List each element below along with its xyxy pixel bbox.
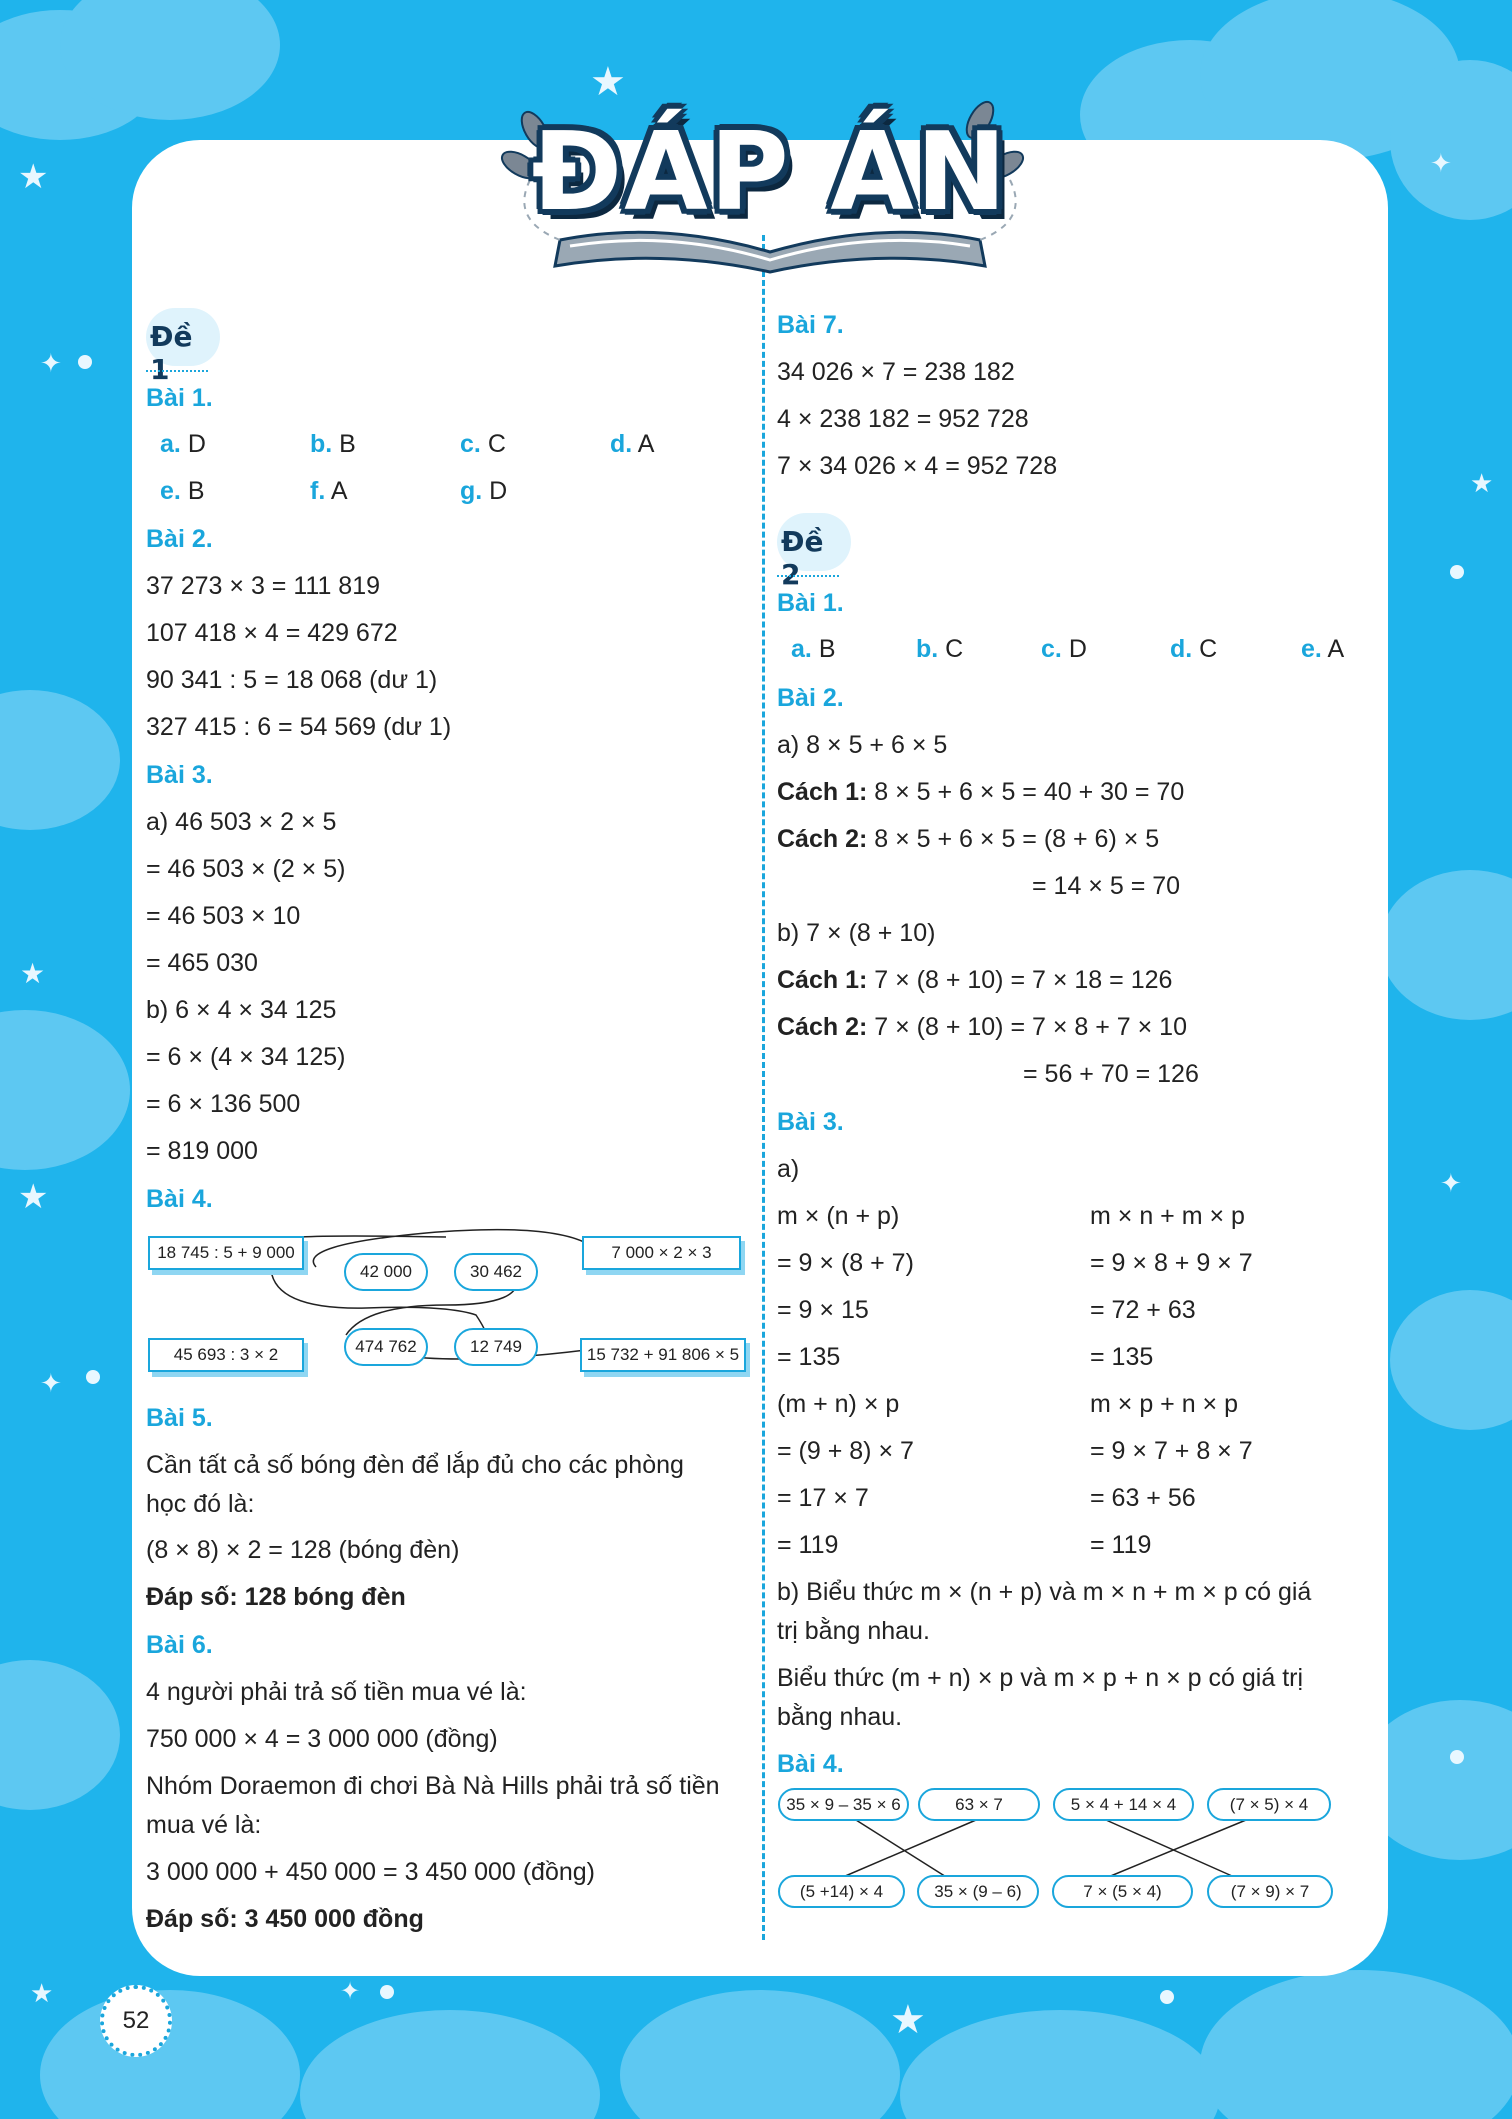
de1-bai5-label: Bài 5. [146,1404,213,1432]
expression-box: 18 745 : 5 + 9 000 [148,1236,304,1270]
method-line: Cách 2: 8 × 5 + 6 × 5 = (8 + 6) × 5 [777,825,1160,853]
math-line: = 6 × (4 × 34 125) [146,1043,346,1071]
de2-bai4-label: Bài 4. [777,1750,844,1778]
math-line: a) 46 503 × 2 × 5 [146,808,337,836]
math-line: a) 8 × 5 + 6 × 5 [777,731,948,759]
math-line: b) 6 × 4 × 34 125 [146,996,337,1024]
page-title: ĐÁP ÁN [531,110,1009,235]
math-line: = 46 503 × (2 × 5) [146,855,346,883]
math-line: = 119 [1090,1531,1152,1559]
math-line: 4 × 238 182 = 952 728 [777,405,1029,433]
de1-bai1-option: b. B [310,430,356,458]
math-line: = 63 + 56 [1090,1484,1196,1512]
de1-bai1-label: Bài 1. [146,384,213,412]
text-line: mua vé là: [146,1811,262,1839]
math-line: = 56 + 70 = 126 [1023,1060,1199,1088]
text-line: 4 người phải trả số tiền mua vé là: [146,1678,527,1706]
de2-bai1-option: c. D [1041,635,1087,663]
result-cloud: 42 000 [344,1253,428,1291]
math-line: a) [777,1155,800,1183]
de1-bai3-label: Bài 3. [146,761,213,789]
de2-bai2-label: Bài 2. [777,684,844,712]
connector-line [301,1236,446,1237]
math-line: = 465 030 [146,949,258,977]
de2-bai1-option: e. A [1301,635,1345,663]
math-line: m × (n + p) [777,1202,900,1230]
expression-box: 45 693 : 3 × 2 [148,1338,304,1372]
math-line: = 6 × 136 500 [146,1090,301,1118]
text-line: b) Biểu thức m × (n + p) và m × n + m × p có giá [777,1578,1312,1606]
math-line: = 135 [1090,1343,1154,1371]
de2-bai1-option: d. C [1170,635,1218,663]
expression-pill: 63 × 7 [918,1788,1040,1821]
expression-pill: 35 × 9 – 35 × 6 [778,1788,909,1821]
de2-bai1-option: a. B [791,635,836,663]
math-line: 327 415 : 6 = 54 569 (dư 1) [146,713,452,741]
text-line: trị bằng nhau. [777,1617,930,1645]
de1-badge [146,308,220,386]
math-line: = 14 × 5 = 70 [1032,872,1181,900]
math-line: m × n + m × p [1090,1202,1245,1230]
de2-label: Đề 2 [781,525,824,591]
math-line: = 9 × 15 [777,1296,869,1324]
de1-bai1-option: g. D [460,477,508,505]
math-line: = 819 000 [146,1137,258,1165]
title-banner [490,70,1050,290]
math-line: = 9 × (8 + 7) [777,1249,914,1277]
expression-pill: (7 × 9) × 7 [1207,1875,1333,1908]
result-cloud: 474 762 [344,1328,428,1366]
text-line: bằng nhau. [777,1703,903,1731]
math-line: 37 273 × 3 = 111 819 [146,572,381,600]
bai7-label: Bài 7. [777,311,844,339]
method-line: Cách 1: 7 × (8 + 10) = 7 × 18 = 126 [777,966,1173,994]
answer-line: Đáp số: 3 450 000 đồng [146,1905,424,1933]
method-line: Cách 2: 7 × (8 + 10) = 7 × 8 + 7 × 10 [777,1013,1187,1041]
de1-bai2-label: Bài 2. [146,525,213,553]
math-line: = 135 [777,1343,841,1371]
expression-box: 15 732 + 91 806 × 5 [580,1338,746,1372]
de1-bai6-label: Bài 6. [146,1631,213,1659]
expression-pill: (5 +14) × 4 [778,1875,905,1908]
math-line: m × p + n × p [1090,1390,1239,1418]
math-line: (m + n) × p [777,1390,900,1418]
result-cloud: 12 749 [454,1328,538,1366]
de1-bai1-option: a. D [160,430,206,458]
expression-pill: (7 × 5) × 4 [1207,1788,1331,1821]
result-cloud: 30 462 [454,1253,538,1291]
expression-pill: 5 × 4 + 14 × 4 [1053,1788,1194,1821]
de1-underline [146,370,208,372]
page-background: ★ ✦ ★ ✦ ★ ✦ ✦ ★ ★ ★ ★ ✦ [0,0,1512,2119]
de2-bai3-label: Bài 3. [777,1108,844,1136]
text-line: Nhóm Doraemon đi chơi Bà Nà Hills phải trả số tiền [146,1772,720,1800]
expression-pill: 35 × (9 – 6) [917,1875,1039,1908]
de2-bai1-option: b. C [916,635,964,663]
text-line: Biểu thức (m + n) × p và m × p + n × p có giá trị [777,1664,1304,1692]
connector-line [1101,1820,1246,1880]
answer-line: Đáp số: 128 bóng đèn [146,1583,406,1611]
column-divider [762,235,765,1940]
math-line: = 72 + 63 [1090,1296,1196,1324]
de1-bai1-option: f. A [310,477,348,505]
math-line: = 9 × 7 + 8 × 7 [1090,1437,1253,1465]
de1-bai1-option: e. B [160,477,205,505]
math-line: 750 000 × 4 = 3 000 000 (đồng) [146,1725,498,1753]
math-line: 34 026 × 7 = 238 182 [777,358,1015,386]
de2-bai1-label: Bài 1. [777,589,844,617]
de1-bai4-label: Bài 4. [146,1185,213,1213]
math-line: (8 × 8) × 2 = 128 (bóng đèn) [146,1536,460,1564]
connector-line [836,1820,976,1880]
math-line: 3 000 000 + 450 000 = 3 450 000 (đồng) [146,1858,595,1886]
de2-badge [777,513,851,591]
math-line: = 17 × 7 [777,1484,869,1512]
text-line: học đó là: [146,1490,255,1518]
math-line: = 9 × 8 + 9 × 7 [1090,1249,1253,1277]
connector-line [856,1820,951,1880]
math-line: 107 418 × 4 = 429 672 [146,619,398,647]
page-number: 52 [100,1985,172,2057]
math-line: 90 341 : 5 = 18 068 (dư 1) [146,666,438,694]
math-line: = 46 503 × 10 [146,902,301,930]
method-line: Cách 1: 8 × 5 + 6 × 5 = 40 + 30 = 70 [777,778,1185,806]
math-line: b) 7 × (8 + 10) [777,919,936,947]
de1-label: Đề 1 [150,320,193,386]
text-line: Cần tất cả số bóng đèn để lắp đủ cho các phòng [146,1451,684,1479]
expression-box: 7 000 × 2 × 3 [582,1236,741,1270]
math-line: = (9 + 8) × 7 [777,1437,914,1465]
de1-bai1-option: c. C [460,430,506,458]
de1-bai1-option: d. A [610,430,655,458]
expression-pill: 7 × (5 × 4) [1052,1875,1193,1908]
math-line: = 119 [777,1531,839,1559]
math-line: 7 × 34 026 × 4 = 952 728 [777,452,1058,480]
de2-underline [777,575,839,577]
